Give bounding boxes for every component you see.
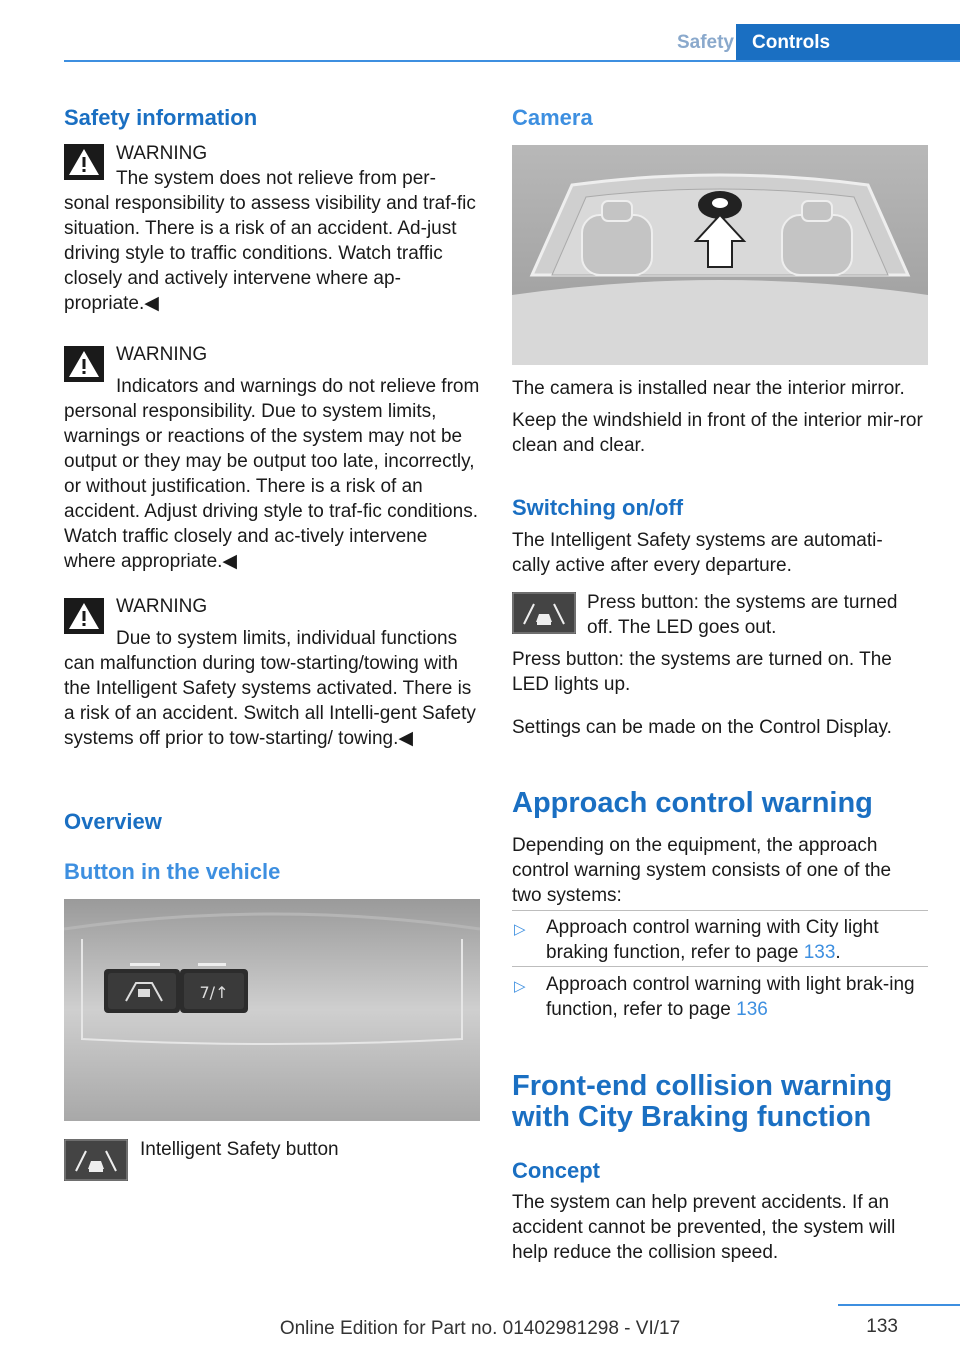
front-end-collision-heading: Front-end collision warning with City Braking function bbox=[512, 1070, 893, 1133]
button-in-vehicle-heading: Button in the vehicle bbox=[64, 859, 281, 884]
button-caption: Intelligent Safety button bbox=[140, 1139, 339, 1160]
switch-off-instruction: Press button: the systems are turned off. The LED goes out. bbox=[587, 592, 898, 638]
camera-heading: Camera bbox=[512, 105, 593, 130]
list-divider bbox=[512, 910, 928, 911]
left-column bbox=[64, 104, 480, 132]
page-link-136[interactable]: 136 bbox=[736, 999, 768, 1020]
header-rule bbox=[64, 60, 960, 62]
camera-paragraph-1: The camera is installed near the interior mirror. bbox=[512, 378, 905, 399]
bullet-triangle-icon: ▷ bbox=[514, 921, 526, 938]
switching-paragraph-1: The Intelligent Safety systems are automati-cally active after every departure. bbox=[512, 530, 883, 576]
list-item: Approach control warning with City light braking function, refer to page 133. bbox=[546, 917, 879, 963]
warning-text: Indicators and warnings do not relieve from personal responsibility. Due to system limits, warnings or reactions of the system may not be output or they may be output too late, incorrectly, or without justification. There is a risk of an accident. Adjust driving style to traf-fic conditions. Watch traffic closely and ac-tively intervene where appropriate.◀ bbox=[64, 376, 480, 572]
camera-location-image bbox=[512, 145, 928, 365]
bullet-triangle-icon: ▷ bbox=[514, 978, 526, 995]
vehicle-button-image bbox=[64, 899, 480, 1121]
warning-text: The system does not relieve from per-sonal responsibility to assess visibility and traf-fic situation. There is a risk of an accident. Ad-just driving style to traffic conditions. Watch traffic closely and actively intervene where ap-propriate.◀ bbox=[64, 168, 476, 314]
concept-heading: Concept bbox=[512, 1158, 600, 1183]
page-link-133[interactable]: 133 bbox=[803, 942, 836, 963]
switching-paragraph-3: Settings can be made on the Control Display. bbox=[512, 717, 892, 738]
switching-paragraph-2: Press button: the systems are turned on. The LED lights up. bbox=[512, 649, 892, 695]
page-number-rule bbox=[838, 1304, 960, 1306]
intelligent-safety-button-icon bbox=[64, 1139, 128, 1181]
overview-heading: Overview bbox=[64, 809, 162, 834]
switching-on-off-heading: Switching on/off bbox=[512, 495, 684, 520]
tab-controls[interactable]: Controls bbox=[736, 24, 960, 62]
warning-label: WARNING bbox=[116, 344, 208, 365]
svg-text:7/↑: 7/↑ bbox=[199, 983, 229, 1002]
edition-footer: Online Edition for Part no. 01402981298 - VI/17 bbox=[279, 1318, 681, 1339]
camera-paragraph-2: Keep the windshield in front of the interior mir-ror clean and clear. bbox=[512, 410, 923, 456]
tab-safety[interactable]: Safety bbox=[676, 32, 734, 53]
safety-information-heading: Safety information bbox=[64, 105, 258, 130]
warning-text: Due to system limits, individual functions can malfunction during tow-starting/towing with the Intelligent Safety systems activated. There is a risk of an accident. Switch all Intelli-gent Safety systems off prior to tow-starting/ towing.◀ bbox=[64, 628, 476, 749]
page-number: 133 bbox=[866, 1316, 898, 1337]
intelligent-safety-button-icon bbox=[512, 592, 576, 634]
list-item: Approach control warning with light brak-ing function, refer to page 136 bbox=[546, 974, 915, 1020]
concept-paragraph: The system can help prevent accidents. If an accident cannot be prevented, the system will help reduce the collision speed. bbox=[512, 1192, 896, 1263]
approach-paragraph-1: Depending on the equipment, the approach control warning system consists of one of the two systems: bbox=[512, 835, 892, 906]
warning-label: WARNING bbox=[116, 596, 208, 617]
list-divider bbox=[512, 966, 928, 967]
approach-control-warning-heading: Approach control warning bbox=[512, 787, 873, 819]
warning-label: WARNING bbox=[116, 143, 208, 164]
